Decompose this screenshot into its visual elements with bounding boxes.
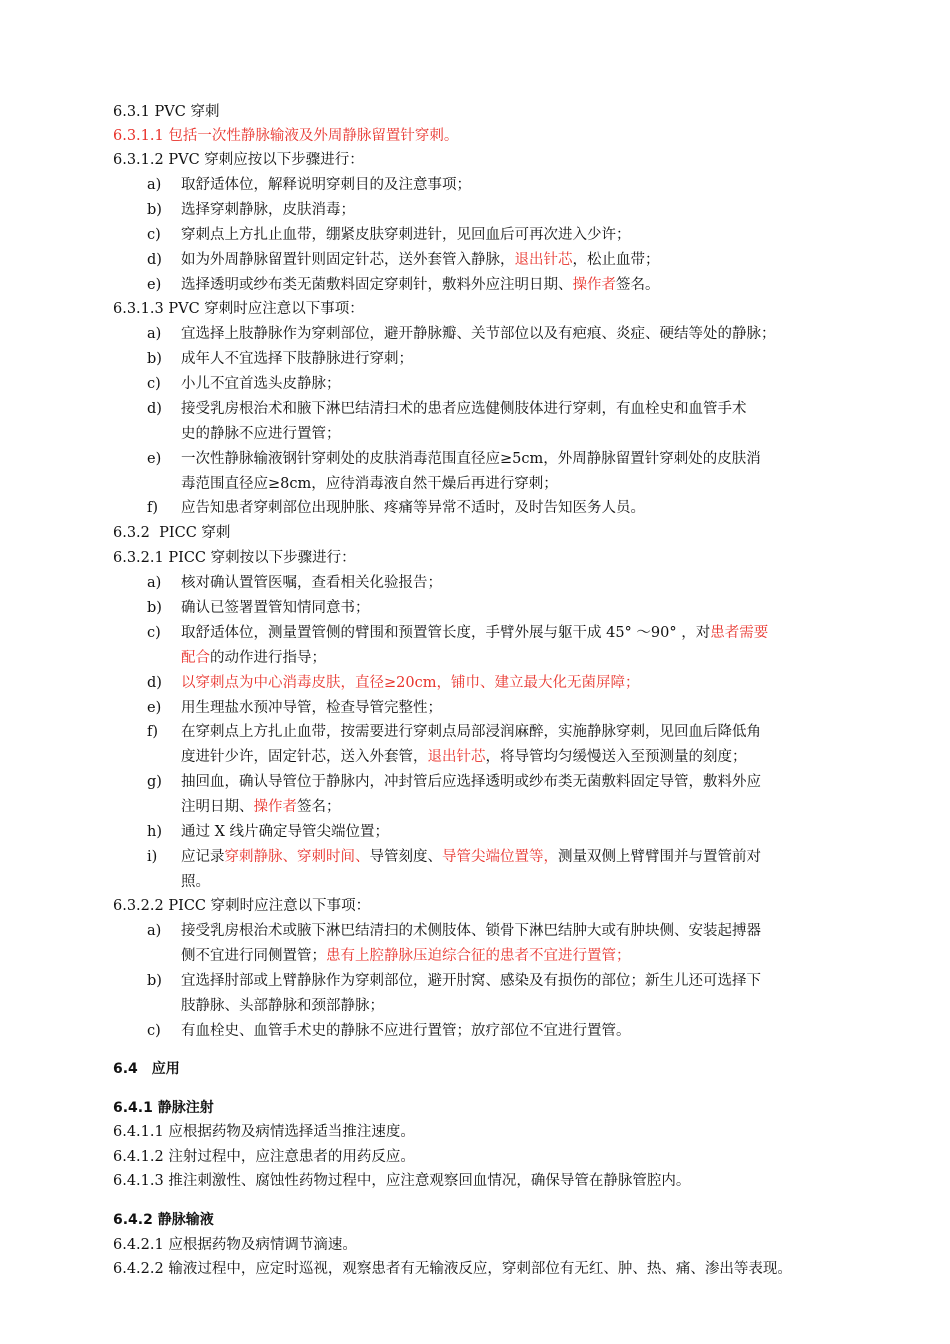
clause-title: PVC 穿刺应按以下步骤进行： — [168, 152, 364, 168]
item-text: 测量双侧上臂臂围并与置管前对 — [558, 849, 761, 865]
item-label: d) — [147, 675, 162, 691]
item-text: 选择透明或纱布类无菌敷料固定穿刺针，敷料外应注明日期、 — [181, 277, 573, 293]
section-number: 6.3.1 — [113, 104, 150, 120]
section-title: PVC 穿刺 — [154, 104, 220, 120]
section-title: PICC 穿刺 — [159, 525, 231, 541]
clause-text: 应根据药物及病情选择适当推注速度。 — [168, 1124, 415, 1140]
clause-number: 6.4.1.2 — [113, 1149, 164, 1165]
item-text: 确认已签署置管知情同意书； — [181, 600, 370, 616]
item-text: 导管刻度、 — [369, 849, 442, 865]
item-highlight: 穿刺静脉、穿刺时间、 — [224, 849, 370, 865]
item-label: d) — [147, 252, 162, 268]
item-highlight: 导管尖端位置等， — [442, 849, 558, 865]
item-text: 抽回血，确认导管位于静脉内，冲封管后应选择透明或纱布类无菌敷料固定导管，敷料外应 — [181, 774, 761, 790]
item-label: a) — [147, 575, 162, 591]
item-text: 小儿不宜首选头皮静脉； — [181, 376, 341, 392]
item-label: a) — [147, 177, 162, 193]
item-label: c) — [147, 376, 161, 392]
item-highlight: 以穿刺点为中心消毒皮肤，直径≥20cm，铺巾、建立最大化无菌屏障； — [181, 675, 640, 691]
item-text: 肢静脉、头部静脉和颈部静脉； — [181, 998, 384, 1014]
item-label: d) — [147, 401, 162, 417]
clause-number: 6.4.1.3 — [113, 1173, 164, 1189]
clause-number: 6.4.1.1 — [113, 1124, 164, 1140]
item-label: h) — [147, 824, 162, 840]
item-text: 取舒适体位，解释说明穿刺目的及注意事项； — [181, 177, 471, 193]
item-text: 穿刺点上方扎止血带，绷紧皮肤穿刺进针，见回血后可再次进入少许； — [181, 227, 631, 243]
item-label: e) — [147, 277, 162, 293]
item-text: 签名； — [297, 799, 341, 815]
clause-text: 应根据药物及病情调节滴速。 — [168, 1237, 357, 1253]
subsection-title: 6.4.1 静脉注射 — [113, 1100, 214, 1116]
clause-text: 注射过程中，应注意患者的用药反应。 — [168, 1149, 415, 1165]
item-text: 史的静脉不应进行置管； — [181, 426, 341, 442]
item-label: f) — [147, 500, 159, 516]
item-highlight: 配合 — [181, 650, 210, 666]
item-label: e) — [147, 451, 162, 467]
item-label: c) — [147, 625, 161, 641]
item-text: 侧不宜进行同侧置管； — [181, 948, 326, 964]
clause-text: 推注刺激性、腐蚀性药物过程中，应注意观察回血情况，确保导管在静脉管腔内。 — [168, 1173, 691, 1189]
subsection-title: 6.4.2 静脉输液 — [113, 1212, 214, 1228]
item-text: 在穿刺点上方扎止血带，按需要进行穿刺点局部浸润麻醉，实施静脉穿刺，见回血后降低角 — [181, 724, 761, 740]
item-highlight: 退出针芯 — [514, 252, 573, 268]
item-text: 通过 X 线片确定导管尖端位置； — [181, 824, 390, 840]
item-text: 取舒适体位，测量置管侧的臂围和预置管长度，手臂外展与躯干成 45° ～90° ，对 — [181, 625, 711, 641]
clause-text: 输液过程中，应定时巡视，观察患者有无输液反应，穿刺部位有无红、肿、热、痛、渗出等表现。 — [168, 1261, 792, 1277]
item-text: 照。 — [181, 874, 210, 890]
item-text: 应记录 — [181, 849, 225, 865]
item-highlight: 操作者 — [572, 277, 616, 293]
clause-number: 6.3.1.3 — [113, 301, 164, 317]
item-highlight: 操作者 — [253, 799, 297, 815]
item-text: 一次性静脉输液钢针穿刺处的皮肤消毒范围直径应≥5cm，外周静脉留置针穿刺处的皮肤消 — [181, 451, 761, 467]
item-text: 用生理盐水预冲导管，检查导管完整性； — [181, 700, 442, 716]
item-label: c) — [147, 227, 161, 243]
item-label: b) — [147, 973, 162, 989]
section-number: 6.3.2 — [113, 525, 150, 541]
clause-number: 6.3.2.2 — [113, 898, 164, 914]
item-text: 签名。 — [616, 277, 660, 293]
clause-number: 6.3.2.1 — [113, 550, 164, 566]
item-label: b) — [147, 202, 162, 218]
item-text: 度进针少许，固定针芯，送入外套管， — [181, 749, 428, 765]
item-highlight: 患有上腔静脉压迫综合征的患者不宜进行置管； — [326, 948, 631, 964]
item-text: 接受乳房根治术和腋下淋巴结清扫术的患者应选健侧肢体进行穿刺，有血栓史和血管手术 — [181, 401, 747, 417]
item-text: 应告知患者穿刺部位出现肿胀、疼痛等异常不适时，及时告知医务人员。 — [181, 500, 645, 516]
item-label: f) — [147, 724, 159, 740]
item-highlight: 退出针芯 — [427, 749, 486, 765]
item-label: a) — [147, 326, 162, 342]
item-text: 宜选择上肢静脉作为穿刺部位，避开静脉瓣、关节部位以及有疤痕、炎症、硬结等处的静脉； — [181, 326, 776, 342]
item-text: ，将导管均匀缓慢送入至预测量的刻度； — [485, 749, 747, 765]
item-label: i) — [147, 849, 158, 865]
clause-number: 6.3.1.1 — [113, 128, 164, 144]
section-title: 6.4 应用 — [113, 1061, 180, 1077]
item-label: b) — [147, 600, 162, 616]
item-text: 宜选择肘部或上臂静脉作为穿刺部位，避开肘窝、感染及有损伤的部位；新生儿还可选择下 — [181, 973, 761, 989]
item-label: c) — [147, 1023, 161, 1039]
item-label: g) — [147, 774, 162, 790]
item-label: e) — [147, 700, 162, 716]
item-text: 如为外周静脉留置针则固定针芯，送外套管入静脉， — [181, 252, 515, 268]
item-text: 注明日期、 — [181, 799, 254, 815]
item-text: 毒范围直径应≥8cm，应待消毒液自然干燥后再进行穿刺； — [181, 476, 558, 492]
item-text: ，松止血带； — [572, 252, 660, 268]
clause-title: PICC 穿刺时应注意以下事项： — [168, 898, 371, 914]
item-text: 的动作进行指导； — [210, 650, 326, 666]
item-text: 核对确认置管医嘱，查看相关化验报告； — [181, 575, 442, 591]
item-text: 成年人不宜选择下肢静脉进行穿刺； — [181, 351, 413, 367]
clause-number: 6.4.2.2 — [113, 1261, 164, 1277]
clause-number: 6.4.2.1 — [113, 1237, 164, 1253]
clause-title: PICC 穿刺按以下步骤进行： — [168, 550, 356, 566]
item-highlight: 患者需要 — [710, 625, 769, 641]
clause-title: PVC 穿刺时应注意以下事项： — [168, 301, 364, 317]
item-text: 有血栓史、血管手术史的静脉不应进行置管；放疗部位不宜进行置管。 — [181, 1023, 631, 1039]
item-label: a) — [147, 923, 162, 939]
item-label: b) — [147, 351, 162, 367]
clause-number: 6.3.1.2 — [113, 152, 164, 168]
clause-text: 包括一次性静脉输液及外周静脉留置针穿刺。 — [168, 128, 459, 144]
item-text: 选择穿刺静脉，皮肤消毒； — [181, 202, 355, 218]
item-text: 接受乳房根治术或腋下淋巴结清扫的术侧肢体、锁骨下淋巴结肿大或有肿块侧、安装起搏器 — [181, 923, 761, 939]
